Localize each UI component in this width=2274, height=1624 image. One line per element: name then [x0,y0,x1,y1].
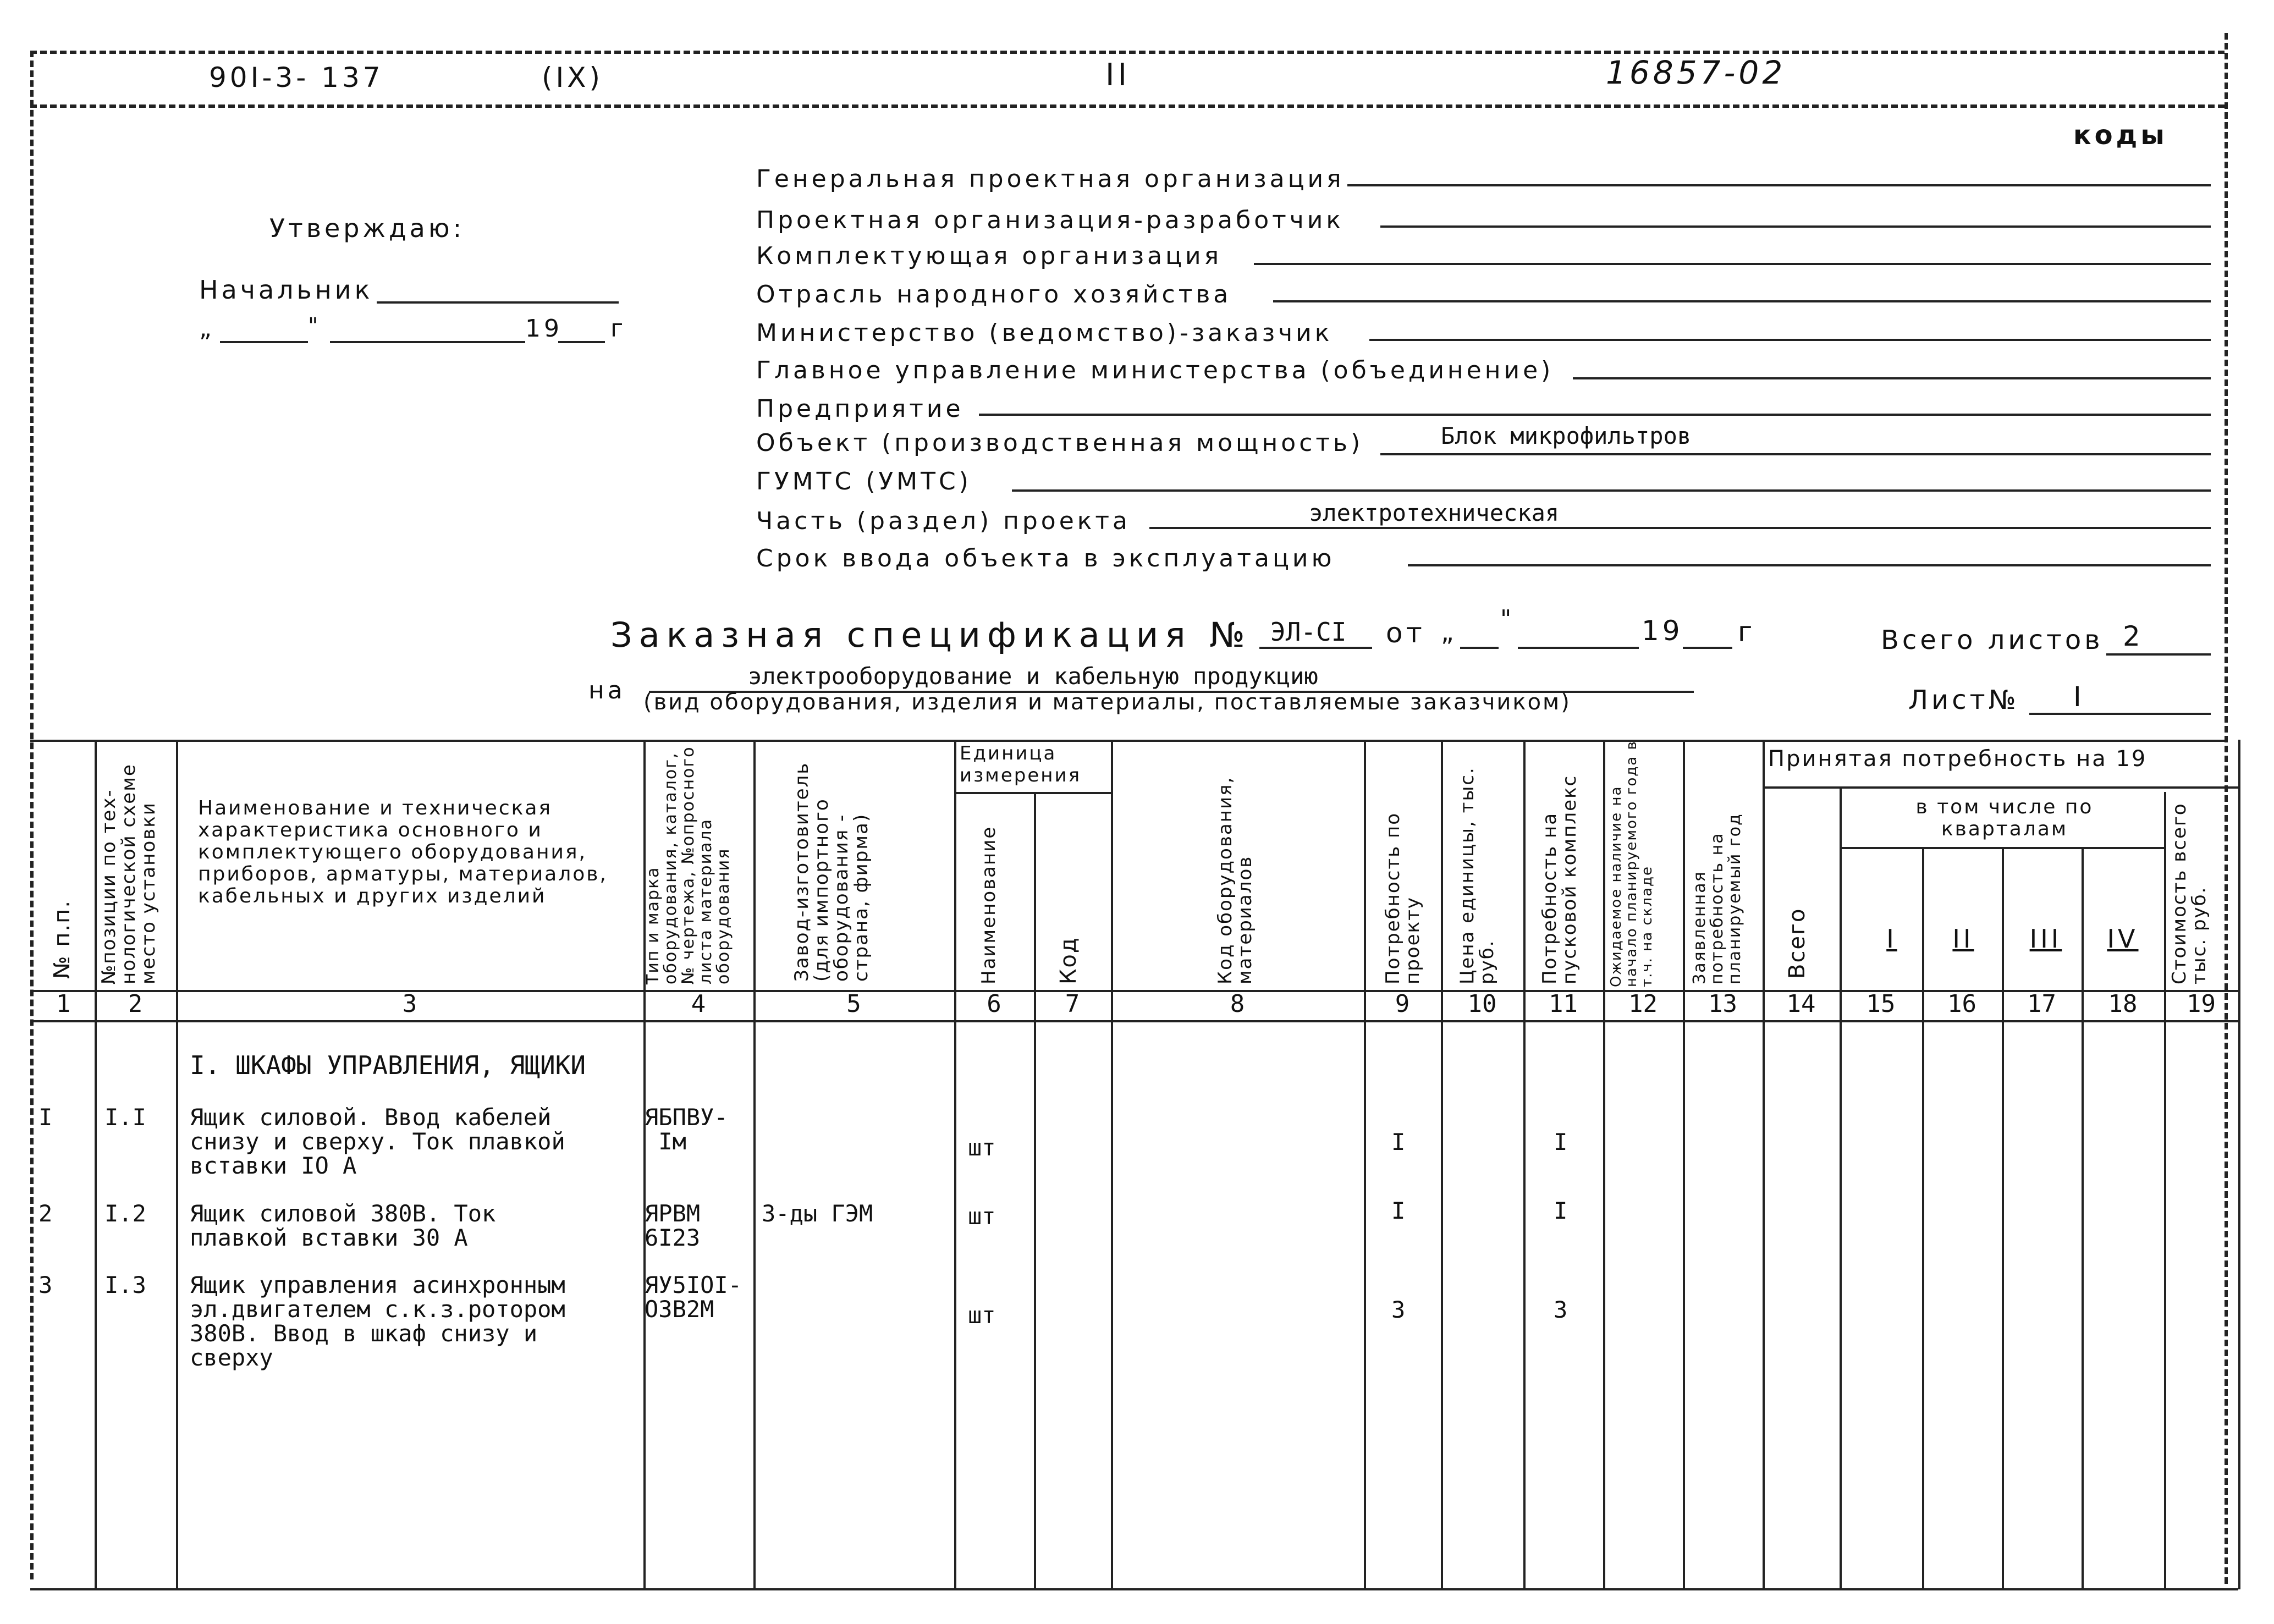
hdr-c7: Код [1056,937,1081,984]
sheet-code: 16857-02 [1606,54,1786,91]
accepted-group-divider [1763,786,2238,789]
colnum-18: 18 [2108,990,2138,1018]
row-need-launch: 3 [1554,1296,1568,1323]
org-value-object: Блок микрофильтров [1441,422,1692,449]
section-title: I. ШКАФЫ УПРАВЛЕНИЯ, ЯЩИКИ [190,1050,586,1080]
spec-month-line [1518,647,1639,649]
spec-title: Заказная спецификация № [610,615,1252,655]
row-position: I.2 [104,1200,146,1227]
row-need-launch: I [1554,1128,1568,1155]
spec-na-label: на [588,676,626,704]
date-month-line [330,341,525,343]
spec-number-line [1259,647,1372,649]
colnum-5: 5 [846,990,861,1018]
date-quote-open: „ [199,315,215,343]
hdr-c11 [1540,742,1579,984]
date-quote-close: " [308,313,322,339]
org-line-enterprise [979,414,2211,416]
org-label-enterprise: Предприятие [756,395,964,423]
colnum-16: 16 [1947,990,1976,1018]
colnum-14: 14 [1786,990,1816,1018]
hdr-c19 [2170,786,2209,984]
volume: (IX) [542,62,604,93]
approval-year-prefix: 19 [525,315,563,343]
row-type: ЯБПВУ- Iм [645,1104,728,1155]
hdr-c17: III [2029,924,2062,954]
hdr-c5-text: Завод-изготовитель (для импортного оборудования - страна, фирма) [791,762,872,982]
org-label-gumts: ГУМТС (УМТС) [756,467,972,496]
org-label-object: Объект (производственная мощность) [756,429,1364,457]
col-line-8 [1364,740,1366,1589]
col-line-4 [753,740,756,1589]
frame-header-divider [30,104,2225,108]
row-name: Ящик силовой 380В. Ток плавкой вставки 30 A [190,1200,496,1251]
colnum-10: 10 [1467,990,1497,1018]
colnum-7: 7 [1065,990,1080,1018]
frame-right [2225,33,2228,1584]
org-line-part [1149,527,2211,529]
colnum-3: 3 [402,990,417,1018]
row-unit: шт [968,1203,996,1230]
org-line-developer [1380,225,2211,228]
row-no: 3 [38,1271,53,1298]
org-line-complete [1254,263,2211,265]
hdr-c12 [1609,740,1655,987]
org-label-ministry: Министерство (ведомство)-заказчик [756,319,1333,347]
col-line-10 [1523,740,1526,1589]
hdr-c8 [1215,742,1255,984]
colnum-17: 17 [2027,990,2056,1018]
date-day-line [220,341,308,343]
col-line-11 [1603,740,1605,1589]
hdr-c19-text: Стоимость всего тыс. руб. [2168,802,2210,984]
row-type: ЯУ5IOI- O3B2M [645,1271,742,1323]
row-unit: шт [968,1302,996,1329]
org-value-part: электротехническая [1309,499,1560,526]
spec-year-line [1683,647,1732,649]
sheet-no-line [2029,713,2211,715]
colnum-6: 6 [987,990,1001,1018]
hdr-c12-text: Ожидаемое наличие на начало планируемого года в т.ч. на складе [1608,740,1655,987]
col-line-9 [1441,740,1443,1589]
column-number-bottom [30,1020,2238,1022]
hdr-c13-text: Заявленная потребность на планируемый год [1690,813,1744,984]
colnum-19: 19 [2187,990,2216,1018]
row-need-project: 3 [1391,1296,1406,1323]
hdr-c8-text: Код оборудования, материалов [1214,776,1256,984]
spec-quote-open: „ [1441,617,1457,647]
spec-year-suffix: г [1738,616,1756,648]
col-line-18 [2164,792,2166,1589]
hdr-c5 [792,751,871,982]
quarters-divider [1840,847,2164,849]
spec-year-prefix: 19 [1642,615,1683,647]
page-number: II [1105,57,1131,93]
hdr-c6: Наименование [978,825,1000,984]
codes-label: коды [2073,120,2168,151]
org-label-deadline: Срок ввода объекта в эксплуатацию [756,544,1335,572]
org-label-general: Генеральная проектная организация [756,165,1345,193]
row-need-launch: I [1554,1197,1568,1224]
col-line-5 [954,740,956,1589]
row-need-project: I [1391,1197,1406,1224]
spec-subject-hint: (вид оборудования, изделия и материалы, поставляемые заказчиком) [643,690,1571,715]
form-table-divider [30,740,2225,742]
hdr-c9 [1383,786,1423,984]
row-no: I [38,1104,53,1131]
row-type: ЯРВМ 6I23 [645,1200,701,1251]
hdr-accepted-group: Принятая потребность на 19 [1768,746,2148,772]
colnum-9: 9 [1395,990,1410,1018]
spec-number: ЭЛ-CI [1270,617,1347,647]
col-line-6 [1034,792,1036,1589]
spec-quote-close: " [1500,605,1515,633]
sheet-no-label: Лист№ [1908,685,2019,715]
hdr-c13 [1691,742,1744,984]
colnum-2: 2 [128,990,143,1018]
spec-subject: электрооборудование и кабельную продукцию [748,663,1318,690]
date-year-line [558,341,605,343]
org-label-developer: Проектная организация-разработчик [756,206,1344,234]
hdr-c4 [645,737,733,984]
colnum-11: 11 [1549,990,1578,1018]
approve-label: Утверждаю: [269,213,465,243]
org-line-deadline [1408,564,2211,566]
total-sheets-label: Всего листов [1881,625,2104,656]
hdr-c9-text: Потребность по проекту [1382,812,1424,984]
hdr-c10 [1457,742,1497,984]
org-label-part: Часть (раздел) проекта [756,507,1131,535]
row-unit: шт [968,1134,996,1161]
hdr-c14: Всего [1785,907,1810,979]
hdr-c3: Наименование и техническая характеристика основного и комплектующего оборудования, приборов, арматуры, материалов, кабельных и других изделий [198,797,608,907]
org-line-object [1380,453,2211,455]
org-line-gumts [1012,489,2211,492]
hdr-c1: № п.п. [49,899,75,979]
approval-year-suffix: г [610,315,627,343]
hdr-quarters-group: в том числе по кварталам [1915,796,2094,840]
row-maker: З-ды ГЭМ [762,1200,873,1227]
hdr-c2 [99,742,158,984]
hdr-unit-group: Единица измерения [960,742,1082,786]
unit-group-divider [954,792,1111,794]
spec-from-label: от [1386,617,1425,649]
frame-top [30,51,2225,54]
hdr-c2-text: №позиции по тех-нологической схеме место установки [98,763,159,984]
hdr-c16: II [1952,924,1974,954]
colnum-1: 1 [56,990,71,1018]
chief-line [377,301,619,304]
row-position: I.3 [104,1271,146,1298]
org-label-complete: Комплектующая организация [756,242,1223,270]
col-line-7 [1111,740,1113,1589]
col-line-16 [2002,847,2004,1589]
row-need-project: I [1391,1128,1406,1155]
colnum-13: 13 [1708,990,1737,1018]
colnum-4: 4 [691,990,706,1018]
org-line-ministry [1369,339,2211,341]
org-label-main-dept: Главное управление министерства (объединение) [756,356,1554,384]
chief-label: Начальник [199,275,373,305]
row-no: 2 [38,1200,53,1227]
col-line-19 [2238,740,2240,1589]
col-line-12 [1683,740,1685,1589]
sheet-no-value: I [2073,681,2085,713]
hdr-c4-text: Тип и марка оборудования, каталог, № чертежа, №опросного листа материала оборудования [643,746,733,984]
hdr-c15: I [1886,924,1897,954]
total-sheets-line [2106,653,2211,656]
colnum-15: 15 [1866,990,1896,1018]
org-line-general [1347,184,2211,186]
spec-day-line [1460,647,1499,649]
col-line-14 [1840,786,1842,1589]
col-line-1 [95,740,97,1589]
hdr-c10-text: Цена единицы, тыс. руб. [1456,767,1498,984]
org-line-main-dept [1573,377,2211,379]
col-line-17 [2082,847,2084,1589]
frame-left [30,51,34,1579]
col-line-15 [1922,847,1924,1589]
row-position: I.I [104,1104,146,1131]
hdr-c18: IV [2107,924,2139,954]
col-line-13 [1763,740,1765,1589]
row-name: Ящик управления асинхронным эл.двигателем с.к.з.ротором 380В. Ввод в шкаф снизу и сверху [190,1271,565,1371]
row-name: Ящик силовой. Ввод кабелей снизу и сверху. Ток плавкой вставки IO A [190,1104,565,1179]
col-line-2 [176,740,178,1589]
doc-series: 90I-3- 137 [209,62,384,93]
total-sheets-value: 2 [2123,620,2144,652]
org-line-branch [1273,300,2211,302]
hdr-c11-text: Потребность на пусковой комплекс [1539,774,1581,984]
colnum-8: 8 [1230,990,1245,1018]
table-bottom [30,1588,2238,1590]
org-label-branch: Отрасль народного хозяйства [756,280,1232,309]
colnum-12: 12 [1628,990,1658,1018]
